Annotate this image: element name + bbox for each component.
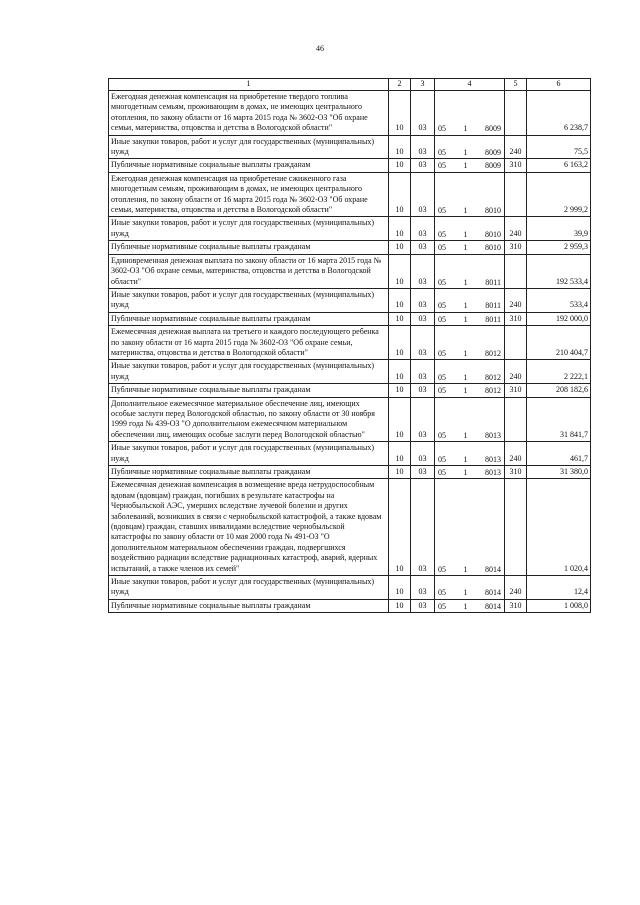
- row-name: Публичные нормативные социальные выплаты гражданам: [109, 599, 389, 612]
- target-direction: 8009: [485, 148, 501, 158]
- row-section: 10: [389, 135, 411, 159]
- row-amount: 39,9: [527, 217, 591, 241]
- row-amount: 1 020,4: [527, 479, 591, 576]
- table-row: [109, 172, 591, 217]
- table-row: [109, 288, 591, 312]
- table-row: [109, 466, 591, 479]
- table-row: [109, 241, 591, 254]
- row-section: 10: [389, 241, 411, 254]
- row-target-article: [435, 599, 505, 612]
- row-target-article: [435, 135, 505, 159]
- target-direction: 8012: [485, 372, 501, 382]
- target-direction: 8012: [485, 386, 501, 396]
- target-program: 05: [438, 588, 446, 598]
- row-expense-type: 310: [505, 312, 527, 325]
- row-subsection: 03: [411, 217, 435, 241]
- row-section: 10: [389, 91, 411, 136]
- target-program: 05: [438, 277, 446, 287]
- row-subsection: 03: [411, 288, 435, 312]
- table-row: [109, 217, 591, 241]
- row-target-article: [435, 172, 505, 217]
- target-direction: 8011: [485, 301, 501, 311]
- target-subprogram: 1: [463, 206, 468, 216]
- row-expense-type: 310: [505, 384, 527, 397]
- target-direction: 8014: [485, 564, 501, 574]
- row-subsection: 03: [411, 599, 435, 612]
- budget-table: [108, 78, 591, 613]
- row-name: Дополнительное ежемесячное материальное обеспечение лиц, имеющих особые заслуги перед Вологодской областью, по закону области от 30 ноября 1999 года № 439-ОЗ "О дополнительном ежемесячном материальном обеспечении лиц, имеющих особые заслуги перед Вологодской областью": [109, 397, 389, 442]
- target-program: 05: [438, 430, 446, 440]
- row-expense-type: 310: [505, 241, 527, 254]
- row-target-article: [435, 466, 505, 479]
- target-direction: 8014: [485, 601, 501, 611]
- target-subprogram: 1: [463, 348, 468, 358]
- target-subprogram: 1: [463, 430, 468, 440]
- target-subprogram: 1: [463, 372, 468, 382]
- row-name: Иные закупки товаров, работ и услуг для государственных (муниципальных) нужд: [109, 576, 389, 600]
- row-section: 10: [389, 254, 411, 288]
- row-name: Ежегодная денежная компенсация на приобретение твердого топлива многодетным семьям, проживающим в домах, не имеющих центрального отопления, по закону области от 16 марта 2015 года № 3602-ОЗ "Об охране семьи, материнства, отцовства и детства в Вологодской области": [109, 91, 389, 136]
- target-program: 05: [438, 124, 446, 134]
- target-subprogram: 1: [463, 454, 468, 464]
- row-expense-type: [505, 172, 527, 217]
- table-row: [109, 135, 591, 159]
- target-program: 05: [438, 301, 446, 311]
- row-amount: 210 404,7: [527, 326, 591, 360]
- table-row: [109, 576, 591, 600]
- target-direction: 8013: [485, 454, 501, 464]
- target-program: 05: [438, 348, 446, 358]
- target-subprogram: 1: [463, 386, 468, 396]
- row-expense-type: [505, 91, 527, 136]
- row-amount: 12,4: [527, 576, 591, 600]
- target-direction: 8011: [485, 314, 501, 324]
- header-cell: 5: [505, 79, 527, 91]
- row-amount: 461,7: [527, 442, 591, 466]
- row-subsection: 03: [411, 442, 435, 466]
- target-direction: 8010: [485, 229, 501, 239]
- row-section: 10: [389, 599, 411, 612]
- row-subsection: 03: [411, 172, 435, 217]
- row-name: Ежемесячная денежная выплата на третьего и каждого последующего ребенка по закону области от 16 марта 2015 года № 3602-ОЗ "Об охране семьи, материнства, отцовства и детства в Вологодской области": [109, 326, 389, 360]
- row-amount: 31 841,7: [527, 397, 591, 442]
- row-subsection: 03: [411, 397, 435, 442]
- target-direction: 8010: [485, 243, 501, 253]
- target-direction: 8009: [485, 161, 501, 171]
- row-expense-type: 240: [505, 217, 527, 241]
- row-expense-type: 240: [505, 360, 527, 384]
- row-name: Публичные нормативные социальные выплаты гражданам: [109, 466, 389, 479]
- table-row: [109, 326, 591, 360]
- row-target-article: [435, 241, 505, 254]
- table-header-row: [109, 79, 591, 91]
- row-expense-type: 240: [505, 288, 527, 312]
- row-section: 10: [389, 312, 411, 325]
- row-target-article: [435, 159, 505, 172]
- target-direction: 8013: [485, 430, 501, 440]
- row-section: 10: [389, 326, 411, 360]
- target-direction: 8013: [485, 468, 501, 477]
- row-subsection: 03: [411, 241, 435, 254]
- row-target-article: [435, 384, 505, 397]
- row-amount: 192 533,4: [527, 254, 591, 288]
- target-program: 05: [438, 314, 446, 324]
- row-section: 10: [389, 360, 411, 384]
- row-name: Ежемесячная денежная компенсация в возмещение вреда нетрудоспособным вдовам (вдовцам) граждан, погибших в результате катастрофы на Чернобыльской АЭС, умерших вследствие лучевой болезни и других заболеваний, возникших в связи с чернобыльской катастрофой, а также вдовам (вдовцам) граждан, ставших инвалидами вследствие чернобыльской катастрофы по закону области от 10 мая 2000 года № 491-ОЗ "О дополнительном материальном обеспечении граждан, подвергшихся воздействию радиации вследствие радиационных катастроф, аварий, ядерных испытаний, а также членов их семей": [109, 479, 389, 576]
- row-expense-type: [505, 254, 527, 288]
- target-subprogram: 1: [463, 161, 468, 171]
- target-subprogram: 1: [463, 229, 468, 239]
- table-row: [109, 91, 591, 136]
- row-amount: 192 000,0: [527, 312, 591, 325]
- page-number: 46: [316, 44, 324, 53]
- row-target-article: [435, 576, 505, 600]
- row-subsection: 03: [411, 360, 435, 384]
- row-amount: 6 238,7: [527, 91, 591, 136]
- target-subprogram: 1: [463, 301, 468, 311]
- target-subprogram: 1: [463, 124, 468, 134]
- target-program: 05: [438, 468, 446, 477]
- row-subsection: 03: [411, 159, 435, 172]
- row-subsection: 03: [411, 135, 435, 159]
- target-program: 05: [438, 601, 446, 611]
- row-amount: 6 163,2: [527, 159, 591, 172]
- target-program: 05: [438, 206, 446, 216]
- row-amount: 75,5: [527, 135, 591, 159]
- row-subsection: 03: [411, 466, 435, 479]
- row-amount: 208 182,6: [527, 384, 591, 397]
- target-subprogram: 1: [463, 564, 468, 574]
- header-cell: 3: [411, 79, 435, 91]
- target-direction: 8011: [485, 277, 501, 287]
- target-program: 05: [438, 161, 446, 171]
- row-section: 10: [389, 466, 411, 479]
- row-name: Иные закупки товаров, работ и услуг для государственных (муниципальных) нужд: [109, 360, 389, 384]
- row-expense-type: 310: [505, 466, 527, 479]
- target-program: 05: [438, 454, 446, 464]
- row-amount: 31 380,0: [527, 466, 591, 479]
- row-subsection: 03: [411, 479, 435, 576]
- row-expense-type: 240: [505, 442, 527, 466]
- target-subprogram: 1: [463, 314, 468, 324]
- row-name: Публичные нормативные социальные выплаты гражданам: [109, 312, 389, 325]
- row-amount: 2 222,1: [527, 360, 591, 384]
- table-row: [109, 442, 591, 466]
- row-target-article: [435, 360, 505, 384]
- table-row: [109, 384, 591, 397]
- row-target-article: [435, 254, 505, 288]
- row-name: Иные закупки товаров, работ и услуг для государственных (муниципальных) нужд: [109, 442, 389, 466]
- row-name: Иные закупки товаров, работ и услуг для государственных (муниципальных) нужд: [109, 217, 389, 241]
- row-section: 10: [389, 442, 411, 466]
- row-expense-type: [505, 397, 527, 442]
- target-direction: 8010: [485, 206, 501, 216]
- row-target-article: [435, 397, 505, 442]
- row-name: Ежегодная денежная компенсация на приобретение сжиженного газа многодетным семьям, проживающим в домах, не имеющих центрального отопления, по закону области от 16 марта 2015 года № 3602-ОЗ "Об охране семьи, материнства, отцовства и детства в Вологодской области": [109, 172, 389, 217]
- header-cell: 1: [109, 79, 389, 91]
- row-name: Иные закупки товаров, работ и услуг для государственных (муниципальных) нужд: [109, 288, 389, 312]
- row-amount: 533,4: [527, 288, 591, 312]
- table-row: [109, 312, 591, 325]
- row-expense-type: [505, 326, 527, 360]
- target-program: 05: [438, 372, 446, 382]
- target-program: 05: [438, 229, 446, 239]
- row-section: 10: [389, 288, 411, 312]
- row-name: Публичные нормативные социальные выплаты гражданам: [109, 241, 389, 254]
- row-target-article: [435, 326, 505, 360]
- row-section: 10: [389, 172, 411, 217]
- row-name: Единовременная денежная выплата по закону области от 16 марта 2015 года № 3602-ОЗ "Об охране семьи, материнства, отцовства и детства в Вологодской области": [109, 254, 389, 288]
- row-target-article: [435, 217, 505, 241]
- row-target-article: [435, 91, 505, 136]
- target-subprogram: 1: [463, 468, 468, 477]
- table-row: [109, 254, 591, 288]
- header-cell: 4: [435, 79, 505, 91]
- row-name: Иные закупки товаров, работ и услуг для государственных (муниципальных) нужд: [109, 135, 389, 159]
- table-row: [109, 360, 591, 384]
- row-section: 10: [389, 576, 411, 600]
- row-subsection: 03: [411, 326, 435, 360]
- target-subprogram: 1: [463, 601, 468, 611]
- target-direction: 8009: [485, 124, 501, 134]
- target-subprogram: 1: [463, 243, 468, 253]
- row-amount: 2 999,2: [527, 172, 591, 217]
- row-name: Публичные нормативные социальные выплаты гражданам: [109, 384, 389, 397]
- target-program: 05: [438, 243, 446, 253]
- target-direction: 8012: [485, 348, 501, 358]
- target-program: 05: [438, 148, 446, 158]
- row-subsection: 03: [411, 91, 435, 136]
- target-subprogram: 1: [463, 277, 468, 287]
- row-expense-type: 310: [505, 599, 527, 612]
- row-target-article: [435, 288, 505, 312]
- row-amount: 1 008,0: [527, 599, 591, 612]
- row-expense-type: 240: [505, 576, 527, 600]
- row-amount: 2 959,3: [527, 241, 591, 254]
- row-expense-type: 240: [505, 135, 527, 159]
- row-subsection: 03: [411, 312, 435, 325]
- row-target-article: [435, 312, 505, 325]
- row-target-article: [435, 442, 505, 466]
- table-row: [109, 599, 591, 612]
- row-subsection: 03: [411, 384, 435, 397]
- row-section: 10: [389, 159, 411, 172]
- table-row: [109, 479, 591, 576]
- target-subprogram: 1: [463, 148, 468, 158]
- row-section: 10: [389, 479, 411, 576]
- header-cell: 6: [527, 79, 591, 91]
- table-row: [109, 397, 591, 442]
- target-direction: 8014: [485, 588, 501, 598]
- row-expense-type: [505, 479, 527, 576]
- row-name: Публичные нормативные социальные выплаты гражданам: [109, 159, 389, 172]
- header-cell: 2: [389, 79, 411, 91]
- row-target-article: [435, 479, 505, 576]
- row-subsection: 03: [411, 576, 435, 600]
- row-expense-type: 310: [505, 159, 527, 172]
- target-subprogram: 1: [463, 588, 468, 598]
- target-program: 05: [438, 564, 446, 574]
- target-program: 05: [438, 386, 446, 396]
- table-row: [109, 159, 591, 172]
- row-subsection: 03: [411, 254, 435, 288]
- row-section: 10: [389, 384, 411, 397]
- row-section: 10: [389, 217, 411, 241]
- row-section: 10: [389, 397, 411, 442]
